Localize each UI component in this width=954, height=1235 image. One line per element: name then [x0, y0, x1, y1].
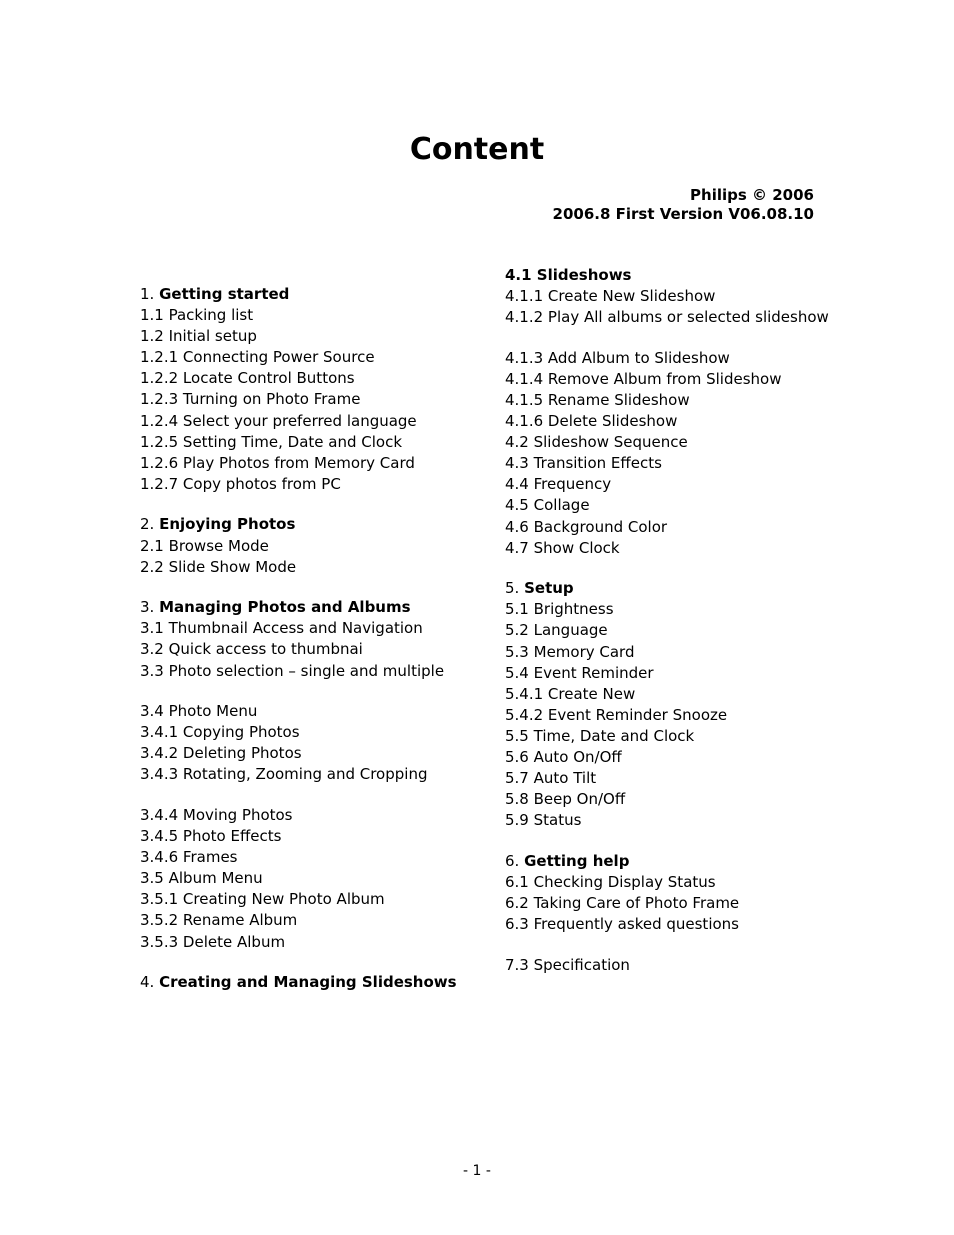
- section-heading-managing-photos: 3. Managing Photos and Albums: [140, 598, 411, 617]
- copyright-line: Philips © 2006: [690, 186, 814, 204]
- version-line: 2006.8 First Version V06.08.10: [552, 205, 814, 223]
- toc-entry: 3.4.1 Copying Photos: [140, 723, 300, 742]
- toc-right-column: [505, 265, 829, 976]
- toc-entry: 6.3 Frequently asked questions: [505, 915, 739, 934]
- toc-entry: 4.1.4 Remove Album from Slideshow: [505, 369, 782, 388]
- toc-entry: 1.1 Packing list: [140, 306, 254, 325]
- toc-entry: 3.3 Photo selection – single and multiple: [140, 661, 445, 680]
- toc-entry: 2.2 Slide Show Mode: [140, 557, 297, 576]
- page-title: Content: [409, 132, 545, 167]
- toc-entry: 4.7 Show Clock: [505, 538, 620, 557]
- toc-entry: 3.5 Album Menu: [140, 869, 263, 888]
- toc-entry: 3.4.4 Moving Photos: [140, 805, 293, 824]
- toc-entry: 4.3 Transition Effects: [505, 454, 662, 473]
- toc-entry: 5.2 Language: [505, 621, 608, 640]
- toc-entry: 4.1.1 Create New Slideshow: [505, 287, 716, 306]
- toc-entry: 5.4 Event Reminder: [505, 663, 654, 682]
- toc-entry: 1.2.7 Copy photos from PC: [140, 474, 341, 493]
- toc-entry: 5.7 Auto Tilt: [505, 769, 597, 788]
- toc-entry: 4.5 Collage: [505, 496, 590, 515]
- toc-group: [140, 805, 457, 953]
- document-meta: [553, 186, 814, 224]
- toc-entry: 1.2 Initial setup: [140, 327, 257, 346]
- toc-entry: 7.3 Specification: [505, 955, 630, 974]
- section-heading-setup: 5. Setup: [505, 579, 574, 598]
- toc-entry: 4.2 Slideshow Sequence: [505, 433, 688, 452]
- section-heading-slideshows: 4. Creating and Managing Slideshows: [140, 973, 457, 992]
- toc-entry: 4.1.3 Add Album to Slideshow: [505, 348, 730, 367]
- toc-entry: 5.3 Memory Card: [505, 642, 635, 661]
- toc-entry: 4.1.6 Delete Slideshow: [505, 412, 678, 431]
- toc-entry: 1.2.4 Select your preferred language: [140, 411, 417, 430]
- toc-group: [140, 701, 457, 785]
- section-heading-enjoying-photos: 2. Enjoying Photos: [140, 515, 296, 534]
- toc-entry: 1.2.2 Locate Control Buttons: [140, 369, 355, 388]
- page-number: - 1 -: [463, 1163, 491, 1179]
- toc-entry: 1.2.1 Connecting Power Source: [140, 348, 375, 367]
- toc-entry: 6.2 Taking Care of Photo Frame: [505, 894, 740, 913]
- toc-entry: 5.4.1 Create New: [505, 684, 636, 703]
- toc-group: [140, 305, 457, 495]
- toc-entry: 4.1.5 Rename Slideshow: [505, 390, 690, 409]
- toc-entry: 3.4.3 Rotating, Zooming and Cropping: [140, 765, 428, 784]
- toc-group: [505, 348, 829, 559]
- toc-entry: 3.4.5 Photo Effects: [140, 827, 282, 846]
- toc-entry: 1.2.5 Setting Time, Date and Clock: [140, 432, 403, 451]
- toc-entry: 5.4.2 Event Reminder Snooze: [505, 705, 728, 724]
- toc-entry: 1.2.3 Turning on Photo Frame: [140, 390, 361, 409]
- toc-group: [505, 872, 829, 935]
- toc-entry: 4.6 Background Color: [505, 517, 668, 536]
- toc-entry: 3.4.2 Deleting Photos: [140, 744, 302, 763]
- toc-entry: 5.8 Beep On/Off: [505, 790, 626, 809]
- toc-entry: 3.5.1 Creating New Photo Album: [140, 890, 385, 909]
- toc-entry: 3.5.2 Rename Album: [140, 911, 298, 930]
- toc-entry: 3.4 Photo Menu: [140, 702, 258, 721]
- toc-entry: 5.9 Status: [505, 811, 582, 830]
- toc-group: [505, 286, 829, 328]
- toc-group: [505, 599, 829, 831]
- toc-entry: 5.6 Auto On/Off: [505, 747, 622, 766]
- section-heading-getting-started: 1. Getting started: [140, 285, 290, 303]
- toc-left-column: [140, 284, 457, 993]
- section-heading-4-1-slideshows: 4.1 Slideshows: [505, 266, 632, 284]
- toc-entry: 3.4.6 Frames: [140, 848, 238, 867]
- toc-entry: 4.4 Frequency: [505, 475, 612, 494]
- toc-entry: 3.2 Quick access to thumbnai: [140, 640, 363, 659]
- section-heading-getting-help: 6. Getting help: [505, 851, 630, 870]
- toc-group: [505, 955, 829, 976]
- toc-entry: 3.5.3 Delete Album: [140, 932, 286, 951]
- toc-entry: 2.1 Browse Mode: [140, 536, 269, 555]
- toc-entry: 1.2.6 Play Photos from Memory Card: [140, 453, 415, 472]
- toc-entry: 5.1 Brightness: [505, 600, 614, 619]
- toc-entry: 5.5 Time, Date and Clock: [505, 726, 695, 745]
- toc-entry: 6.1 Checking Display Status: [505, 872, 716, 891]
- toc-entry: 4.1.2 Play All albums or selected slideshow: [505, 308, 829, 327]
- toc-group: [140, 536, 457, 578]
- toc-entry: 3.1 Thumbnail Access and Navigation: [140, 619, 423, 638]
- toc-group: [140, 618, 457, 681]
